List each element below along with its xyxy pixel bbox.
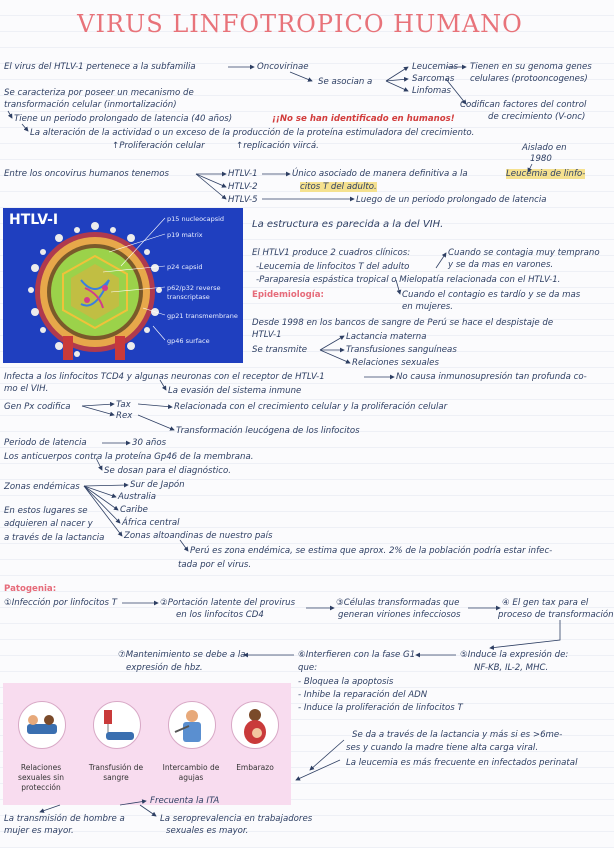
pato-step-2a: ②Portación latente del provirus [160,598,296,608]
replicacion-label: ↑replicación viircá. [236,141,319,151]
peru-line2: tada por el virus. [178,560,252,570]
periodo-latencia: Tiene un periodo prolongado de latencia (40 años) [14,114,233,124]
sarcomas-label: Sarcomas [412,74,455,84]
estructura-note: La estructura es parecida a la del VIH. [252,219,444,230]
caption-pregnancy: Embarazo [236,763,274,772]
contagio-tardio-2: en mujeres. [402,302,453,312]
lactancia-line1: Se da a través de la lactancia y más si es >6me- [352,730,563,740]
leucemia-perinatal: La leucemia es más frecuente en infectados perinatal [346,758,578,768]
unico-asociado: Único asociado de manera definitiva a la [292,169,468,179]
pato-step-6e: - Induce la proliferación de linfocitos T [298,703,463,713]
lugares-line3: a través de la lactancia [4,533,105,543]
label-p24: p24 capsid [167,263,203,271]
infecta-line1: Infecta a los linfocitos TCD4 y algunas neuronas con el receptor de HTLV-1 [4,372,325,382]
desde-line1: Desde 1998 en los bancos de sangre de Perú se hace el despistaje de [252,318,554,328]
zona-australia: Australia [118,492,157,502]
htlv2-label: HTLV-2 [228,182,258,192]
transmite-relaciones: Relaciones sexuales [352,358,439,368]
anticuerpos-line: Los anticuerpos contra la proteína Gp46 de la membrana. [4,452,254,462]
zona-altoandina: Zonas altoandinas de nuestro país [124,531,273,541]
treinta-anios: 30 años [132,438,167,448]
contagio-temprano-1: Cuando se contagia muy temprano [448,248,600,258]
aislado-year: 1980 [530,154,552,164]
pato-step-4b: proceso de transformación [498,610,614,620]
diagnostico-line: Se dosan para el diagnóstico. [104,466,231,476]
no-causa: No causa inmunosupresión tan profunda co- [396,372,587,382]
pato-step-3a: ③Células transformadas que [336,598,460,608]
pato-step-6c: - Bloquea la apoptosis [298,677,394,687]
genes-line2: celulares (protooncogenes) [470,74,588,84]
pato-step-7a: ⑦Mantenimiento se debe a la [118,650,246,660]
intro-line: El virus del HTLV-1 pertenece a la subfamilia [4,62,196,72]
caracteriza-line1: Se caracteriza por poseer un mecanismo de [4,88,194,98]
label-gp46: gp46 surface [167,337,210,345]
pato-step-5a: ⑤Induce la expresión de: [460,650,569,660]
caption-sexual: Relaciones sexuales sin protección [18,763,64,792]
pato-step-7b: expresión de hbz. [126,663,203,673]
tax-gene: Tax [116,400,131,410]
se-transmite: Se transmite [252,345,307,355]
leucemia-highlight-1: Leucemia de linfo- [506,169,586,179]
pato-step-3b: generan viriones infecciosos [338,610,461,620]
sero-line1: La seroprevalencia en trabajadores [160,814,313,824]
pato-step-4a: ④ El gen tax para el [502,598,589,608]
entre-oncovirus: Entre los oncovirus humanos tenemos [4,169,169,179]
infecta-line2: mo el VIH. [4,384,49,394]
rex-gene: Rex [116,411,133,421]
leucemia-cuadro: -Leucemia de linfocitos T del adulto [256,262,410,272]
epidemiologia-heading: Epidemiología: [252,290,324,300]
htlv5-label: HTLV-5 [228,195,258,205]
transmite-transfusiones: Transfusiones sanguíneas [346,345,457,355]
linfomas-label: Linfomas [412,86,452,96]
genes-line1: Tienen en su genoma genes [470,62,592,72]
zona-africa: África central [122,518,180,528]
relacionada-line: Relacionada con el crecimiento celular y la proliferación celular [174,402,448,412]
luego-latencia: Luego de un periodo prolongado de latencia [356,195,547,205]
pato-step-6d: - Inhibe la reparación del ADN [298,690,428,700]
paraparesia-cuadro: -Paraparesia espástica tropical o Mielopatía relacionada con el HTLV-1. [256,275,561,285]
contagio-temprano-2: y se da mas en varones. [448,260,554,270]
label-transcriptase: transcriptase [167,293,210,301]
desde-line2: HTLV-1 [252,330,282,340]
pato-step-2b: en los linfocitos CD4 [176,610,264,620]
lugares-line1: En estos lugares se [4,506,88,516]
oncovirinae-label: Oncovirinae [257,62,309,72]
lugares-line2: adquieren al nacer y [4,519,93,529]
caracteriza-line2: transformación celular (inmortalización) [4,100,177,110]
peru-line1: Perú es zona endémica, se estima que aprox. 2% de la población podría estar infec- [190,546,553,556]
transmite-lactancia: Lactancia materna [346,332,427,342]
pato-step-5b: NF-KB, IL-2, MHC. [474,663,549,673]
codifican-line2: de crecimiento (V-onc) [488,112,586,122]
caption-needles: Intercambio de agujas [162,763,220,782]
zona-caribe: Caribe [120,505,148,515]
periodo-latencia-2: Periodo de latencia [4,438,87,448]
codifican-line1: Codifican factores del control [460,100,587,110]
zonas-endemicas: Zonas endémicas [4,482,80,492]
produce-cuadros: El HTLV1 produce 2 cuadros clínicos: [252,248,411,258]
sero-line2: sexuales es mayor. [166,826,249,836]
label-p15: p15 nucleocapsid [167,215,225,223]
patogenia-heading: Patogenia: [4,584,57,594]
gen-px: Gen Px codifica [4,402,71,412]
label-p19: p19 matrix [167,231,203,239]
lactancia-line2: ses y cuando la madre tiene alta carga viral. [346,743,539,753]
contagio-tardio-1: Cuando el contagio es tardío y se da mas [402,290,581,300]
caption-transfusion: Transfusión de sangre [88,763,144,782]
label-gp21: gp21 transmembrane [167,312,238,320]
hombre-line1: La transmisión de hombre a [4,814,125,824]
zona-japon: Sur de Japón [130,480,185,490]
evasion-line: La evasión del sistema inmune [168,386,302,396]
label-p62: p62/p32 reverse [167,284,221,292]
virus-figure-title: HTLV-I [9,212,59,228]
hombre-line2: mujer es mayor. [4,826,74,836]
alteracion-line: La alteración de la actividad o un exceso de la producción de la proteína estimuladora del crecimiento. [30,128,475,138]
transformacion-line: Transformación leucógena de los linfocitos [176,426,360,436]
pato-step-6a: ⑥Interfieren con la fase G1 [298,650,416,660]
page-title: VIRUS LINFOTROPICO HUMANO [77,10,523,38]
htlv1-label: HTLV-1 [228,169,258,179]
frecuenta-ita: Frecuenta la ITA [150,796,220,806]
leucemias-label: Leucemias [412,62,459,72]
leucemia-highlight-2: citos T del adulto. [300,182,377,192]
warning-note: ¡¡No se han identificado en humanos! [272,114,455,124]
pato-step-1: ①Infección por linfocitos T [4,598,117,608]
proliferacion-label: ↑Proliferación celular [112,141,205,151]
asocian-label: Se asocian a [318,77,373,87]
pato-step-6b: que: [298,663,318,673]
aislado-label: Aislado en [522,143,567,153]
